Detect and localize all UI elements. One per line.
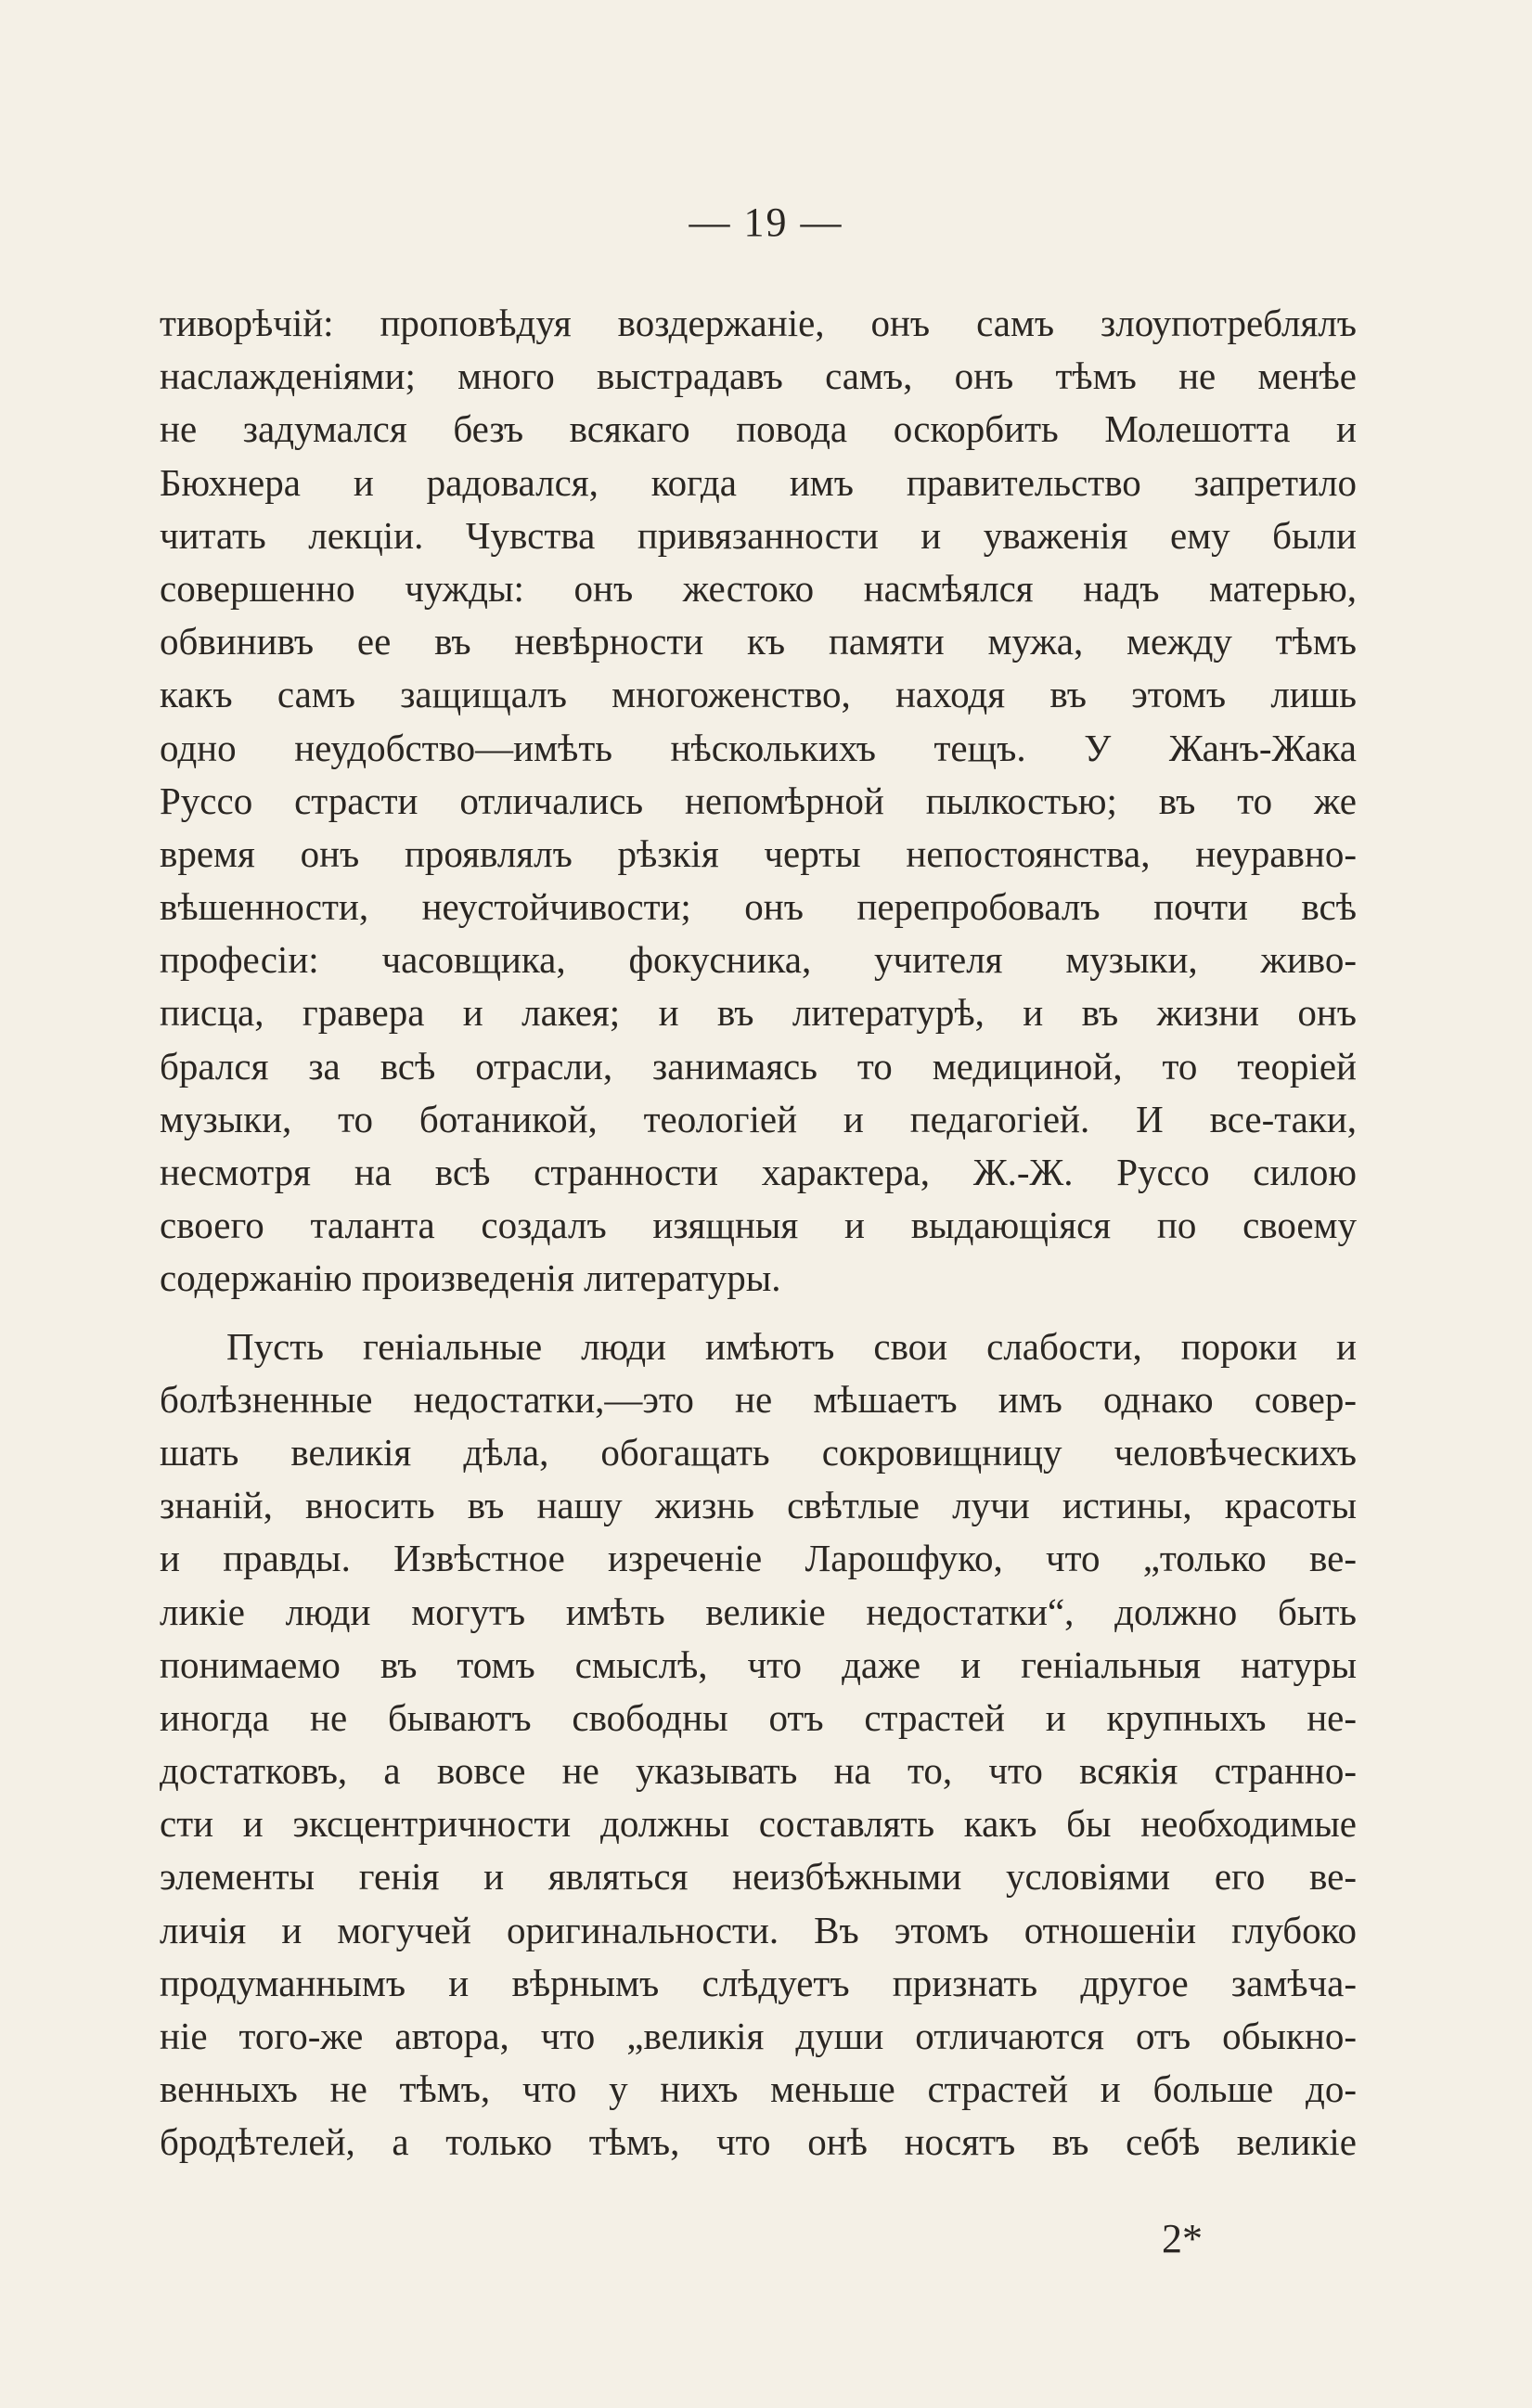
- text-line: элементы генія и являться неизбѣжными условіями его ве-: [160, 1855, 1357, 1899]
- signature-mark: 2*: [1162, 2216, 1203, 2261]
- text-line: достатковъ, а вовсе не указывать на то, что всякія странно-: [160, 1749, 1357, 1793]
- text-line: совершенно чужды: онъ жестоко насмѣялся надъ матерью,: [160, 566, 1357, 610]
- text-line: и правды. Извѣстное изреченіе Ларошфуко, что „только ве-: [160, 1537, 1357, 1580]
- page-number: — 19 —: [689, 200, 843, 245]
- text-line: содержанію произведенія литературы.: [160, 1256, 781, 1300]
- text-line: иногда не бываютъ свободны отъ страстей и крупныхъ не-: [160, 1695, 1357, 1739]
- text-line: какъ самъ защищалъ многоженство, находя въ этомъ лишь: [160, 673, 1357, 716]
- text-line: продуманнымъ и вѣрнымъ слѣдуетъ признать другое замѣча-: [160, 1961, 1357, 2004]
- text-line: болѣзненные недостатки,—это не мѣшаетъ имъ однако совер-: [160, 1377, 1357, 1421]
- text-line: понимаемо въ томъ смыслѣ, что даже и геніальныя натуры: [160, 1642, 1357, 1686]
- text-line: сти и эксцентричности должны составлять какъ бы необходимые: [160, 1802, 1357, 1846]
- text-line: Бюхнера и радовался, когда имъ правительство запретило: [160, 460, 1357, 504]
- text-line: время онъ проявлялъ рѣзкія черты непостоянства, неуравно-: [160, 831, 1357, 875]
- text-line: брался за всѣ отрасли, занимаясь то медициной, то теоріей: [160, 1044, 1357, 1088]
- text-line: своего таланта создалъ изящныя и выдающіяся по своему: [160, 1204, 1357, 1247]
- text-line: несмотря на всѣ странности характера, Ж.-Ж. Руссо силою: [160, 1151, 1357, 1193]
- text-line: знаній, вносить въ нашу жизнь свѣтлые лучи истины, красоты: [160, 1484, 1357, 1527]
- body-text: [160, 297, 1357, 2170]
- text-line: Руссо страсти отличались непомѣрной пылкостью; въ то же: [160, 779, 1357, 822]
- text-line: венныхъ не тѣмъ, что у нихъ меньше страстей и больше до-: [160, 2067, 1357, 2111]
- text-line: обвинивъ ее въ невѣрности къ памяти мужа, между тѣмъ: [160, 620, 1357, 663]
- text-line: шать великія дѣла, обогащать сокровищницу человѣческихъ: [160, 1430, 1357, 1474]
- text-line: Пусть геніальные люди имѣютъ свои слабости, пороки и: [226, 1324, 1357, 1368]
- text-line: личія и могучей оригинальности. Въ этомъ отношеніи глубоко: [160, 1908, 1357, 1951]
- text-line: тиворѣчій: проповѣдуя воздержаніе, онъ самъ злоупотреблялъ: [160, 302, 1357, 344]
- text-line: вѣшенности, неустойчивости; онъ перепробовалъ почти всѣ: [160, 885, 1357, 929]
- text-line: ликіе люди могутъ имѣть великіе недостатки“, должно быть: [160, 1590, 1357, 1633]
- text-line: ніе того-же автора, что „великія души отличаются отъ обыкно-: [160, 2015, 1357, 2057]
- paragraph-gap: [160, 1306, 1357, 1320]
- text-line: бродѣтелей, а только тѣмъ, что онѣ носятъ въ себѣ великіе: [160, 2120, 1357, 2164]
- text-line: музыки, то ботаникой, теологіей и педагогіей. И все-таки,: [160, 1097, 1357, 1140]
- text-line: читать лекціи. Чувства привязанности и уваженія ему были: [160, 513, 1357, 557]
- text-line: наслажденіями; много выстрадавъ самъ, онъ тѣмъ не менѣе: [160, 354, 1357, 398]
- text-line: професіи: часовщика, фокусника, учителя музыки, живо-: [160, 938, 1357, 982]
- text-line: не задумался безъ всякаго повода оскорбить Молешотта и: [160, 407, 1357, 451]
- text-line: писца, гравера и лакея; и въ литературѣ, и въ жизни онъ: [160, 991, 1357, 1035]
- text-line: одно неудобство—имѣть нѣсколькихъ тещъ. У Жанъ-Жака: [160, 726, 1357, 769]
